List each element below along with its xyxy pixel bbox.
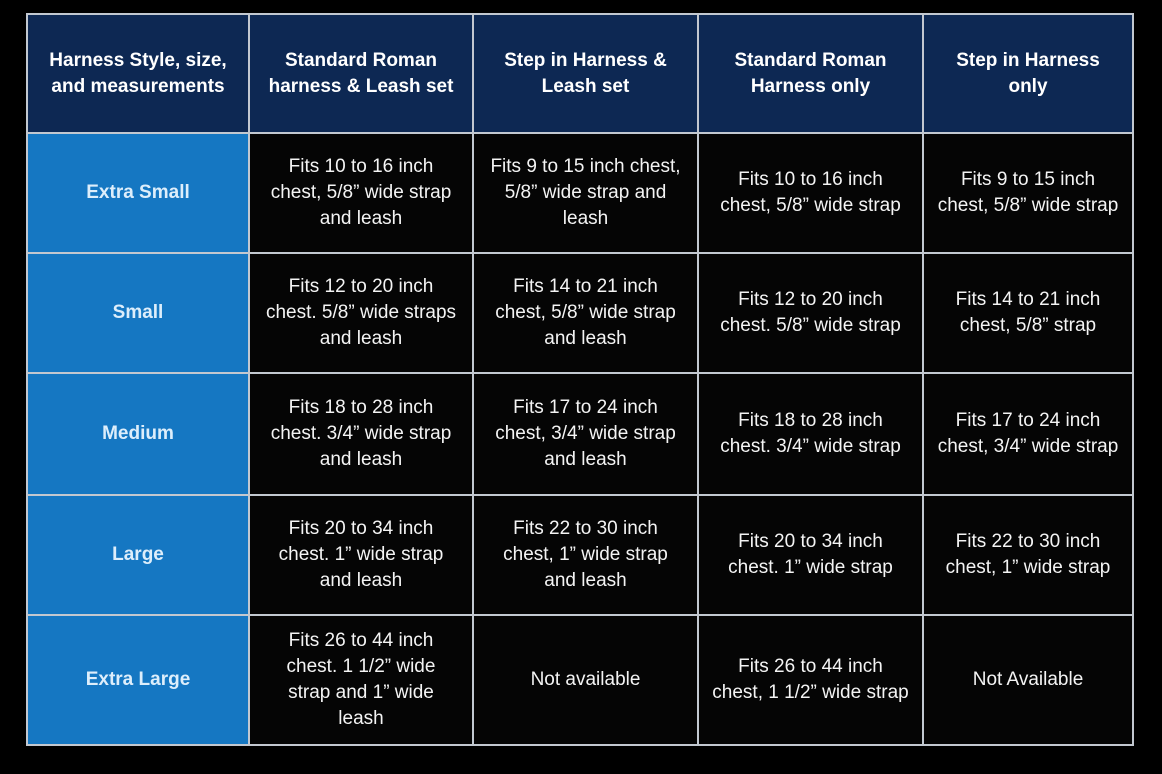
fit-description: Fits 12 to 20 inch chest. 5/8” wide strap: [720, 289, 901, 336]
header-standard-roman-harness-leash-set: [250, 15, 472, 132]
column-header-label: Step in Harness only: [956, 49, 1100, 97]
row-label-small: [28, 254, 248, 372]
row-label-medium: [28, 374, 248, 494]
fit-description: Fits 9 to 15 inch chest, 5/8” wide strap and leash: [490, 156, 681, 229]
fit-description: Fits 20 to 34 inch chest. 1” wide strap: [728, 531, 893, 578]
cell-extra-large-step-in-set: [474, 616, 697, 744]
not-available-text: Not Available: [972, 669, 1084, 690]
fit-description: Fits 14 to 21 inch chest, 5/8” wide strap and leash: [495, 276, 676, 349]
header-step-in-harness-only: [924, 15, 1132, 132]
fit-description: Fits 10 to 16 inch chest, 5/8” wide strap and leash: [270, 156, 452, 229]
fit-description: Fits 26 to 44 inch chest, 1 1/2” wide strap: [712, 656, 909, 703]
cell-large-standard-roman-only: [699, 496, 922, 614]
cell-medium-step-in-only: [924, 374, 1132, 494]
cell-medium-standard-roman-only: [699, 374, 922, 494]
fit-description: Fits 14 to 21 inch chest, 5/8” strap: [955, 289, 1101, 336]
header-harness-style-size-measurements: [28, 15, 248, 132]
size-label: Extra Large: [85, 669, 191, 690]
cell-small-step-in-only: [924, 254, 1132, 372]
cell-medium-standard-roman-set: [250, 374, 472, 494]
row-label-large: [28, 496, 248, 614]
cell-extra-small-standard-roman-only: [699, 134, 922, 252]
column-header-label: Harness Style, size, and measurements: [49, 49, 227, 97]
fit-description: Fits 12 to 20 inch chest. 5/8” wide straps and leash: [265, 276, 457, 349]
fit-description: Fits 18 to 28 inch chest. 3/4” wide strap and leash: [270, 397, 452, 470]
fit-description: Fits 22 to 30 inch chest, 1” wide strap: [945, 531, 1111, 578]
cell-small-standard-roman-only: [699, 254, 922, 372]
fit-description: Fits 17 to 24 inch chest, 3/4” wide strap: [937, 410, 1119, 457]
size-label: Extra Small: [86, 182, 190, 203]
harness-sizing-table: [26, 13, 1134, 746]
size-label: Medium: [102, 423, 174, 444]
size-label: Large: [112, 544, 164, 565]
fit-description: Fits 18 to 28 inch chest. 3/4” wide strap: [720, 410, 901, 457]
cell-large-standard-roman-set: [250, 496, 472, 614]
cell-small-step-in-set: [474, 254, 697, 372]
cell-extra-large-standard-roman-set: [250, 616, 472, 744]
cell-large-step-in-only: [924, 496, 1132, 614]
size-label: Small: [112, 302, 164, 323]
cell-extra-large-standard-roman-only: [699, 616, 922, 744]
fit-description: Fits 26 to 44 inch chest. 1 1/2” wide strap and 1” wide leash: [286, 630, 436, 729]
row-label-extra-small: [28, 134, 248, 252]
column-header-label: Standard Roman Harness only: [734, 49, 887, 97]
not-available-text: Not available: [530, 669, 641, 690]
fit-description: Fits 20 to 34 inch chest. 1” wide strap and leash: [278, 518, 444, 591]
cell-extra-large-step-in-only: [924, 616, 1132, 744]
cell-extra-small-step-in-only: [924, 134, 1132, 252]
cell-small-standard-roman-set: [250, 254, 472, 372]
header-standard-roman-harness-only: [699, 15, 922, 132]
cell-extra-small-standard-roman-set: [250, 134, 472, 252]
fit-description: Fits 9 to 15 inch chest, 5/8” wide strap: [937, 169, 1119, 216]
row-label-extra-large: [28, 616, 248, 744]
column-header-label: Step in Harness & Leash set: [504, 49, 667, 97]
fit-description: Fits 10 to 16 inch chest, 5/8” wide strap: [720, 169, 901, 216]
cell-extra-small-step-in-set: [474, 134, 697, 252]
header-step-in-harness-leash-set: [474, 15, 697, 132]
cell-medium-step-in-set: [474, 374, 697, 494]
column-header-label: Standard Roman harness & Leash set: [268, 49, 454, 97]
cell-large-step-in-set: [474, 496, 697, 614]
fit-description: Fits 17 to 24 inch chest, 3/4” wide strap and leash: [495, 397, 676, 470]
fit-description: Fits 22 to 30 inch chest, 1” wide strap and leash: [503, 518, 668, 591]
